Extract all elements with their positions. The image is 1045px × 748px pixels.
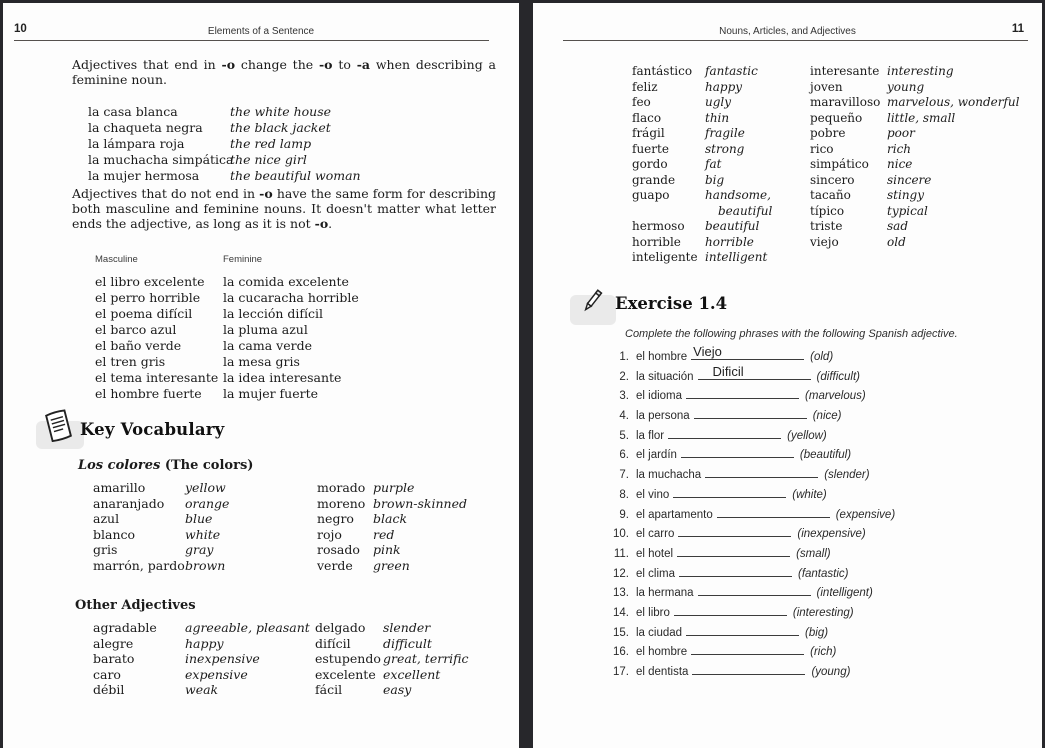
item-hint: (small) [796, 547, 831, 560]
exercise-item [605, 406, 895, 426]
spanish-term: rojo [317, 526, 342, 542]
spanish-phrase: la casa blanca [88, 104, 178, 119]
masculine-phrase: el tren gris [95, 354, 166, 369]
right-page [533, 3, 1042, 748]
spanish-term: amarillo [93, 480, 146, 495]
english-translation: excellent [383, 666, 441, 682]
spanish-term: barato [93, 651, 135, 666]
english-translation: rich [887, 141, 912, 156]
answer-blank[interactable] [686, 386, 799, 399]
english-translation: purple [373, 480, 415, 495]
spanish-term: difícil [315, 635, 351, 651]
spanish-term: fantástico [632, 64, 693, 78]
example-row [88, 152, 361, 168]
exercise-item [605, 524, 895, 544]
item-hint: (inexpensive) [797, 528, 866, 541]
english-translation: sincere [887, 172, 932, 187]
example-row [88, 136, 361, 152]
colors-table [93, 480, 467, 573]
item-hint: (marvelous) [805, 390, 866, 403]
english-translation: inexpensive [185, 651, 260, 666]
exercise-item [605, 623, 895, 643]
answer-blank[interactable] [668, 426, 781, 439]
other-adjectives-table [93, 620, 469, 698]
exercise-item [605, 564, 895, 584]
item-phrase: el dentista [636, 666, 689, 678]
english-translation: yellow [185, 480, 226, 495]
spanish-term: fácil [315, 682, 343, 697]
spanish-term: horrible [632, 234, 681, 249]
answer-blank[interactable] [691, 344, 804, 360]
item-phrase: la persona [636, 410, 690, 423]
header-rule-right [563, 40, 1028, 41]
adjective-vocab-table [632, 64, 1019, 266]
spanish-term: pobre [810, 126, 846, 140]
feminine-examples-list [88, 104, 361, 184]
spanish-term: tacaño [810, 188, 851, 202]
spanish-phrase: la lámpara roja [88, 136, 185, 151]
english-translation: pink [373, 542, 401, 557]
english-translation: blue [185, 511, 213, 526]
item-number: 8. [619, 488, 629, 501]
running-head-right: Nouns, Articles, and Adjectives [719, 26, 856, 37]
english-translation: marvelous, wonderful [887, 95, 1020, 109]
answer-blank[interactable] [705, 465, 818, 478]
item-phrase: la flor [636, 429, 665, 442]
item-hint: (rich) [810, 646, 837, 659]
english-translation: great, terrific [383, 651, 469, 666]
english-translation: black [373, 511, 408, 526]
english-translation: fragile [705, 126, 745, 140]
answer-blank[interactable] [692, 662, 805, 675]
item-hint: (young) [811, 666, 851, 678]
spanish-term: interesante [810, 64, 880, 78]
page-number-right: 11 [1011, 23, 1024, 35]
english-translation: green [373, 557, 410, 573]
item-hint: (nice) [812, 410, 842, 423]
item-number: 10. [613, 528, 629, 541]
exercise-instructions: Complete the following phrases with the following Spanish adjective. [625, 328, 958, 340]
english-translation: big [705, 172, 725, 187]
item-phrase: el idioma [636, 390, 683, 403]
item-hint: (expensive) [835, 508, 896, 521]
english-translation: brown [185, 557, 226, 573]
item-number: 7. [619, 469, 629, 482]
item-number: 17. [613, 666, 629, 678]
english-translation: young [887, 79, 925, 94]
english-translation: the red lamp [230, 136, 312, 151]
item-hint: (white) [792, 488, 827, 501]
item-hint: (beautiful) [799, 449, 852, 462]
answer-blank[interactable] [679, 564, 792, 577]
spanish-term: estupendo [315, 651, 381, 666]
english-translation: red [373, 526, 395, 542]
english-translation: the nice girl [230, 152, 307, 167]
masculine-phrase: el baño verde [95, 338, 182, 353]
english-translation: fat [705, 157, 722, 171]
item-phrase: el hombre [636, 646, 688, 659]
english-translation: slender [383, 620, 431, 635]
item-hint: (interesting) [792, 606, 854, 619]
exercise-item [605, 505, 895, 525]
spanish-term: inteligente [632, 250, 698, 264]
item-phrase: el hombre [636, 351, 688, 363]
item-number: 16. [613, 646, 629, 659]
spanish-term: azul [93, 511, 120, 526]
answer-text[interactable]: Dificil [712, 363, 744, 379]
english-translation: sad [887, 219, 908, 233]
english-translation: typical [887, 203, 928, 218]
item-hint: (difficult) [816, 370, 860, 383]
english-translation: handsome, [705, 188, 771, 202]
spanish-term [632, 204, 705, 220]
item-number: 6. [619, 449, 629, 462]
item-phrase: el libro [636, 606, 670, 619]
spanish-term: grande [632, 172, 676, 187]
english-translation: interesting [887, 64, 954, 78]
answer-blank[interactable] [677, 544, 790, 557]
english-translation: difficult [383, 635, 432, 651]
spanish-term: típico [810, 203, 845, 218]
answer-blank[interactable] [691, 642, 804, 655]
item-number: 11. [613, 547, 629, 560]
header-rule-left [14, 40, 489, 41]
item-number: 5. [619, 429, 629, 442]
spanish-term: morado [317, 480, 366, 495]
other-adjectives-subheading: Other Adjectives [75, 598, 196, 613]
masculine-phrase: el barco azul [95, 322, 177, 337]
item-number: 9. [619, 508, 629, 521]
spanish-term: feliz [632, 79, 658, 94]
english-translation [887, 250, 1019, 266]
spanish-term: alegre [93, 635, 134, 651]
item-hint: (intelligent) [816, 587, 873, 600]
notepad-icon [40, 406, 78, 450]
intro-paragraph: Adjectives that end in -o change the -o to -a when describing a feminine noun. [72, 57, 496, 87]
exercise-heading: Exercise 1.4 [615, 294, 728, 313]
english-translation: fantastic [705, 64, 758, 78]
exercise-item [605, 426, 895, 446]
english-translation: ugly [705, 95, 732, 109]
item-phrase: el jardín [636, 449, 677, 462]
spanish-term: frágil [632, 126, 665, 140]
masculine-phrase: el libro excelente [95, 274, 205, 289]
spanish-term: gris [93, 542, 118, 557]
spanish-term: fuerte [632, 141, 669, 156]
answer-blank[interactable] [717, 505, 830, 518]
english-translation: brown-skinned [373, 495, 467, 511]
english-translation: white [185, 526, 221, 542]
answer-blank[interactable] [694, 406, 807, 419]
answer-blank[interactable] [681, 445, 794, 458]
item-number: 13. [613, 587, 629, 600]
answer-blank[interactable] [698, 363, 811, 380]
item-hint: (fantastic) [797, 567, 849, 580]
item-phrase: la situación [636, 370, 694, 383]
spanish-term: delgado [315, 620, 366, 635]
spanish-phrase: la mujer hermosa [88, 168, 200, 183]
answer-blank[interactable] [686, 623, 799, 636]
spanish-term: flaco [632, 110, 662, 125]
exercise-item [605, 583, 895, 603]
answer-blank[interactable] [673, 485, 786, 498]
spanish-term: verde [317, 557, 353, 573]
spanish-term: excelente [315, 666, 376, 682]
spanish-term: pequeño [810, 110, 863, 125]
spanish-term: gordo [632, 157, 668, 171]
spanish-term: marrón, pardo [93, 557, 185, 573]
rule-paragraph: Adjectives that do not end in -o have the same form for describing both masculine and feminine nouns. It doesn't matter what letter ends the adjective, as long as it is not -o. [72, 186, 496, 231]
spanish-term: rosado [317, 542, 360, 557]
spanish-term: feo [632, 95, 651, 109]
english-translation: old [887, 234, 906, 249]
spanish-term: hermoso [632, 219, 685, 233]
item-hint: (slender) [824, 469, 870, 482]
spanish-term: simpático [810, 157, 869, 171]
spanish-term: negro [317, 511, 354, 526]
masculine-feminine-table [95, 252, 359, 402]
spanish-term: maravilloso [810, 95, 881, 109]
answer-blank[interactable] [678, 524, 791, 537]
item-number: 14. [613, 606, 629, 619]
spanish-term: blanco [93, 526, 136, 542]
item-number: 3. [619, 390, 629, 403]
spanish-term [810, 250, 887, 266]
english-translation: expensive [185, 666, 248, 682]
feminine-phrase: la pluma azul [223, 322, 308, 337]
spanish-term: viejo [810, 234, 839, 249]
masculine-phrase: el poema difícil [95, 306, 193, 321]
key-vocabulary-heading: Key Vocabulary [80, 420, 225, 439]
item-number: 15. [613, 626, 629, 639]
english-translation: happy [705, 79, 743, 94]
exercise-item-list [605, 344, 896, 682]
item-phrase: la hermana [636, 587, 694, 600]
example-row [88, 104, 361, 120]
item-phrase: el hotel [636, 547, 674, 560]
english-translation: weak [185, 682, 219, 697]
column-header-feminine: Feminine [223, 254, 263, 265]
exercise-item [605, 642, 895, 662]
spanish-term: joven [810, 79, 843, 94]
colors-subheading: Los colores (The colors) [78, 458, 254, 473]
left-page [3, 3, 519, 748]
example-row [88, 120, 361, 136]
masculine-phrase: el tema interesante [95, 370, 219, 385]
spanish-term: débil [93, 682, 125, 697]
pencil-icon [576, 284, 608, 322]
english-translation: agreeable, pleasant [185, 620, 310, 635]
english-translation: thin [705, 110, 730, 125]
english-translation: beautiful [718, 203, 773, 218]
item-number: 2. [619, 370, 629, 383]
answer-blank[interactable] [674, 603, 787, 616]
item-number: 12. [613, 567, 629, 580]
exercise-item [605, 465, 895, 485]
masculine-phrase: el perro horrible [95, 290, 201, 305]
spanish-term: sincero [810, 172, 855, 187]
english-translation: gray [185, 542, 214, 557]
exercise-item [605, 363, 895, 387]
english-translation: the black jacket [230, 120, 331, 135]
english-translation: little, small [887, 110, 956, 125]
english-translation: strong [705, 141, 745, 156]
item-number: 4. [619, 410, 629, 423]
item-phrase: el clima [636, 567, 675, 580]
spanish-term: guapo [632, 188, 670, 202]
english-translation: horrible [705, 234, 754, 249]
english-translation: orange [185, 495, 230, 511]
page-number-left: 10 [14, 23, 27, 35]
spanish-term: anaranjado [93, 495, 165, 511]
item-hint: (big) [805, 626, 829, 639]
spanish-term: caro [93, 666, 121, 682]
english-translation: intelligent [705, 250, 768, 264]
exercise-item [605, 662, 895, 682]
feminine-phrase: la mesa gris [223, 354, 300, 369]
spanish-term: moreno [317, 495, 366, 511]
spanish-term: triste [810, 219, 843, 233]
exercise-item [605, 344, 895, 367]
answer-blank[interactable] [698, 583, 811, 596]
item-phrase: la muchacha [636, 469, 702, 482]
exercise-item [605, 544, 895, 564]
item-phrase: el apartamento [636, 508, 713, 521]
english-translation: easy [383, 682, 412, 697]
item-phrase: el vino [636, 488, 670, 501]
exercise-item [605, 445, 895, 465]
feminine-phrase: la cucaracha horrible [223, 290, 359, 305]
item-phrase: el carro [636, 528, 675, 541]
feminine-phrase: la mujer fuerte [223, 386, 319, 401]
item-hint: (yellow) [787, 429, 827, 442]
english-translation: happy [185, 635, 224, 651]
feminine-phrase: la lección difícil [223, 306, 323, 321]
feminine-phrase: la idea interesante [223, 370, 342, 385]
english-translation: nice [887, 157, 913, 171]
feminine-phrase: la comida excelente [223, 274, 349, 289]
english-translation: beautiful [705, 219, 760, 233]
item-phrase: la ciudad [636, 626, 683, 639]
exercise-item [605, 485, 895, 505]
spanish-phrase: la muchacha simpática [88, 152, 234, 167]
spanish-term: rico [810, 141, 834, 156]
masculine-phrase: el hombre fuerte [95, 386, 202, 401]
example-row [88, 168, 361, 184]
exercise-item [605, 386, 895, 406]
item-number: 1. [619, 351, 629, 363]
spanish-phrase: la chaqueta negra [88, 120, 203, 135]
english-translation: poor [887, 126, 915, 140]
answer-text[interactable]: Viejo [693, 344, 722, 359]
exercise-item [605, 603, 895, 623]
spanish-term: agradable [93, 620, 157, 635]
column-header-masculine: Masculine [95, 254, 138, 265]
english-translation: stingy [887, 188, 925, 202]
feminine-phrase: la cama verde [223, 338, 312, 353]
item-hint: (old) [810, 351, 834, 363]
english-translation: the white house [230, 104, 332, 119]
running-head-left: Elements of a Sentence [207, 26, 315, 37]
english-translation: the beautiful woman [230, 168, 361, 183]
